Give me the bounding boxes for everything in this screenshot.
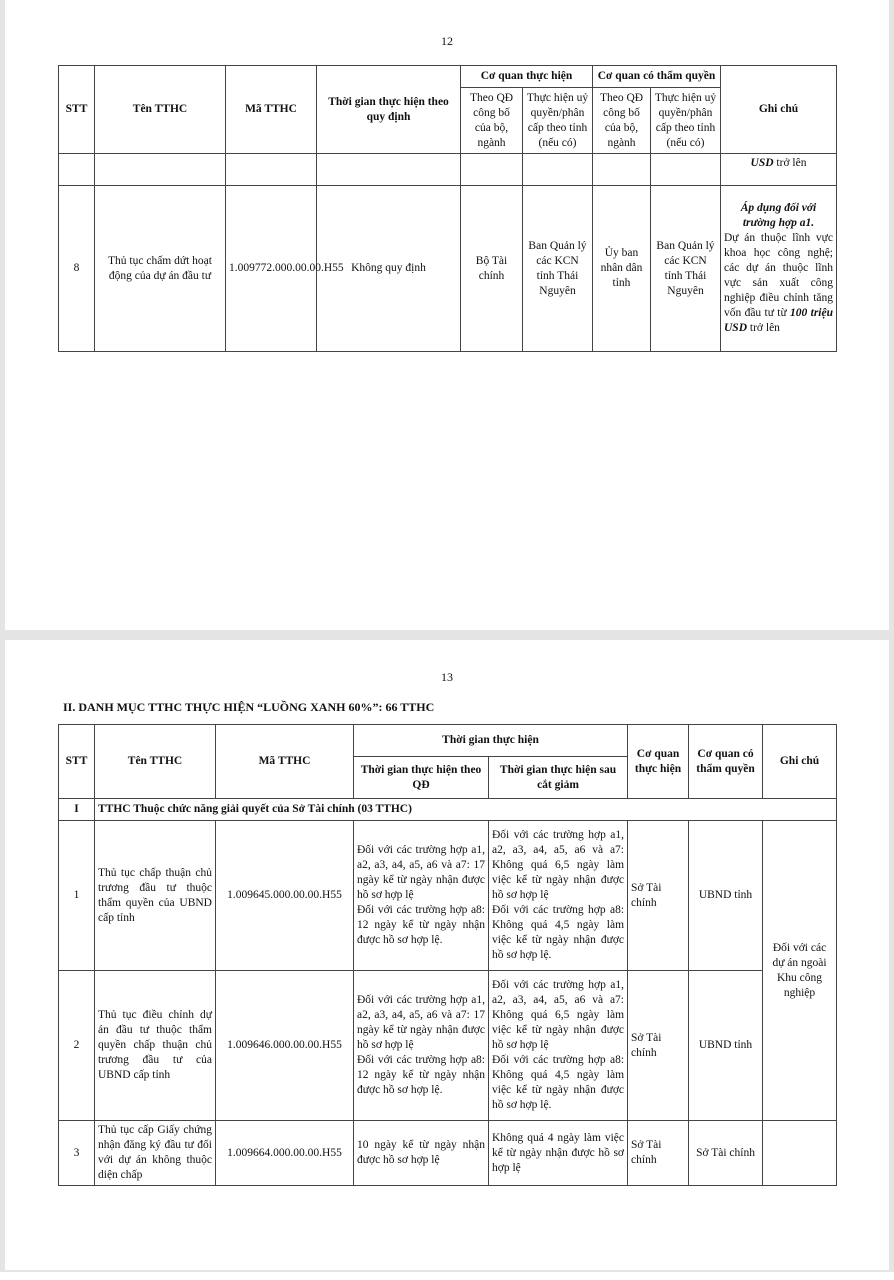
row-agency: Sở Tài chính	[628, 821, 689, 971]
row-agency: Sở Tài chính	[628, 971, 689, 1121]
header-note: Ghi chú	[721, 66, 837, 154]
row-authority: Sở Tài chính	[689, 1121, 763, 1186]
group-roman: I	[59, 799, 95, 821]
table-row	[59, 154, 837, 186]
row-stt: 1	[59, 821, 95, 971]
header-agency: Cơ quan thực hiện	[461, 66, 593, 88]
table-row	[59, 971, 837, 1121]
row-authority: UBND tỉnh	[689, 971, 763, 1121]
header-time-cut: Thời gian thực hiện sau cắt giảm	[489, 757, 628, 799]
header-stt: STT	[59, 725, 95, 799]
header-agency-delegated: Thực hiện uỷ quyền/phân cấp theo tỉnh (nếu có)	[523, 88, 593, 154]
row-name: Thủ tục chấp thuận chủ trương đầu tư thuộc thẩm quyền của UBND cấp tỉnh	[95, 821, 216, 971]
row-note: Áp dụng đối với trường hợp a1. Dự án thuộc lĩnh vực khoa học công nghệ; các dự án thuộc lĩnh vực sản xuất công nghiệp điều chỉnh tăng vốn đầu tư từ 100 triệu USD trở lên	[721, 186, 837, 352]
next-page-edge	[0, 1272, 894, 1280]
row-code: 1.009772.000.00.00.H55	[226, 186, 317, 352]
row-time-qd: Đối với các trường hợp a1, a2, a3, a4, a5, a6 và a7: 17 ngày kể từ ngày nhận được hồ sơ hợp lệ Đối với các trường hợp a8: 12 ngày kể từ ngày nhận được hồ sơ hợp lệ.	[354, 971, 489, 1121]
procedure-table-page-13	[58, 724, 837, 1186]
row-stt: 2	[59, 971, 95, 1121]
header-name: Tên TTHC	[95, 725, 216, 799]
header-code: Mã TTHC	[216, 725, 354, 799]
header-note: Ghi chú	[763, 725, 837, 799]
row-time: Không quy định	[317, 186, 461, 352]
row-authority: UBND tỉnh	[689, 821, 763, 971]
header-time: Thời gian thực hiện theo quy định	[317, 66, 461, 154]
row-code: 1.009664.000.00.00.H55	[216, 1121, 354, 1186]
header-authority: Cơ quan có thẩm quyền	[689, 725, 763, 799]
row-agency-delegated: Ban Quản lý các KCN tỉnh Thái Nguyên	[523, 186, 593, 352]
row-time-qd: Đối với các trường hợp a1, a2, a3, a4, a5, a6 và a7: 17 ngày kể từ ngày nhận được hồ sơ hợp lệ Đối với các trường hợp a8: 12 ngày kể từ ngày nhận được hồ sơ hợp lệ.	[354, 821, 489, 971]
page-number: 12	[441, 34, 453, 48]
row-name: Thủ tục chấm dứt hoạt động của dự án đầu tư	[95, 186, 226, 352]
header-authority-delegated: Thực hiện uỷ quyền/phân cấp theo tỉnh (nếu có)	[651, 88, 721, 154]
table-row	[59, 821, 837, 971]
row-code: 1.009645.000.00.00.H55	[216, 821, 354, 971]
document-page-13	[5, 640, 889, 1270]
row-code: 1.009646.000.00.00.H55	[216, 971, 354, 1121]
group-title: TTHC Thuộc chức năng giải quyết của Sở Tài chính (03 TTHC)	[95, 799, 837, 821]
table-row	[59, 186, 837, 352]
row-name: Thủ tục cấp Giấy chứng nhận đăng ký đầu tư đối với dự án không thuộc diện chấp	[95, 1121, 216, 1186]
continued-note: USD trở lên	[721, 154, 837, 186]
header-code: Mã TTHC	[226, 66, 317, 154]
shared-note: Đối với các dự án ngoài Khu công nghiệp	[763, 821, 837, 1121]
row-time-cut: Đối với các trường hợp a1, a2, a3, a4, a5, a6 và a7: Không quá 6,5 ngày làm việc kể từ ngày nhận được hồ sơ hợp lệ Đối với các trường hợp a8: Không quá 4,5 ngày làm việc kể từ ngày nhận được hồ sơ hợp lệ.	[489, 971, 628, 1121]
header-agency-qd: Theo QĐ công bố của bộ, ngành	[461, 88, 523, 154]
row-time-cut: Đối với các trường hợp a1, a2, a3, a4, a5, a6 và a7: Không quá 6,5 ngày làm việc kể từ ngày nhận được hồ sơ hợp lệ Đối với các trường hợp a8: Không quá 4,5 ngày làm việc kể từ ngày nhận được hồ sơ hợp lệ.	[489, 821, 628, 971]
group-row	[59, 799, 837, 821]
row-stt: 3	[59, 1121, 95, 1186]
row-authority-qd: Ủy ban nhân dân tỉnh	[593, 186, 651, 352]
header-name: Tên TTHC	[95, 66, 226, 154]
row-name: Thủ tục điều chỉnh dự án đầu tư thuộc thẩm quyền chấp thuận chủ trương đầu tư của UBND cấp tỉnh	[95, 971, 216, 1121]
row-stt: 8	[59, 186, 95, 352]
header-time: Thời gian thực hiện	[354, 725, 628, 757]
row-time-qd: 10 ngày kể từ ngày nhận được hồ sơ hợp lệ	[354, 1121, 489, 1186]
header-authority: Cơ quan có thẩm quyền	[593, 66, 721, 88]
row-agency-qd: Bộ Tài chính	[461, 186, 523, 352]
procedure-table-page-12	[58, 65, 837, 352]
document-page-12	[5, 0, 889, 630]
row-authority-delegated: Ban Quản lý các KCN tỉnh Thái Nguyên	[651, 186, 721, 352]
table-row	[59, 1121, 837, 1186]
page-number: 13	[441, 670, 453, 684]
row-time-cut: Không quá 4 ngày làm việc kể từ ngày nhận được hồ sơ hợp lệ	[489, 1121, 628, 1186]
row-agency: Sở Tài chính	[628, 1121, 689, 1186]
header-authority-qd: Theo QĐ công bố của bộ, ngành	[593, 88, 651, 154]
section-title: II. DANH MỤC TTHC THỰC HIỆN “LUỒNG XANH 60%”: 66 TTHC	[63, 700, 435, 714]
header-stt: STT	[59, 66, 95, 154]
header-time-qd: Thời gian thực hiện theo QĐ	[354, 757, 489, 799]
header-agency: Cơ quan thực hiện	[628, 725, 689, 799]
